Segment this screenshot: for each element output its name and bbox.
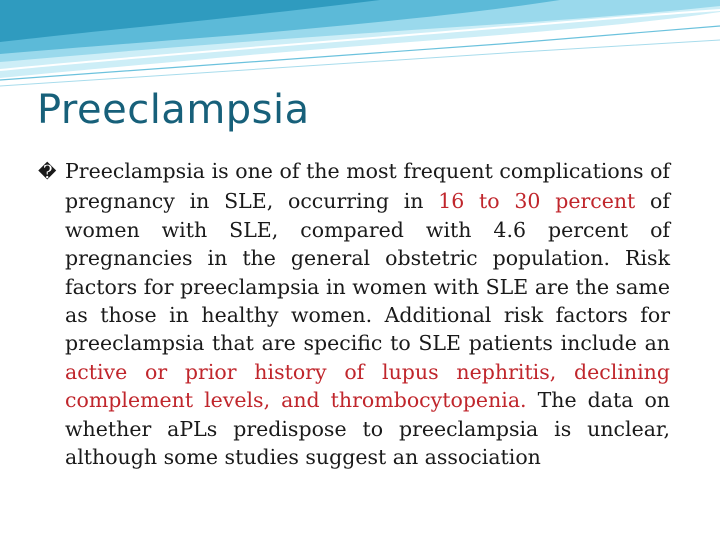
slide-body [38, 157, 670, 471]
header-wave-decoration [0, 0, 720, 90]
highlight-incidence: 16 to 30 percent [438, 189, 636, 214]
highlight-risk-factors: active or prior history of lupus nephritis, declining complement levels, and thrombocytopenia. [65, 359, 670, 413]
text-segment-3: of women with SLE, compared with 4.6 percent of pregnancies in the general obstetric population. Risk factors for preeclampsia in women with SLE are the same as those in healthy women. Additional risk factors for preeclampsia that are specific to SLE patients include an [65, 189, 670, 356]
text-segment-1: Preeclampsia is one of the most frequent complications of pregnancy in SLE, occurring in [65, 159, 670, 214]
bullet-paragraph [38, 157, 670, 471]
text-segment-5: The data on whether aPLs predispose to preeclampsia is unclear, although some studies suggest an association [65, 388, 670, 470]
bullet-glyph: � [38, 162, 57, 183]
slide-title: Preeclampsia [37, 87, 310, 133]
